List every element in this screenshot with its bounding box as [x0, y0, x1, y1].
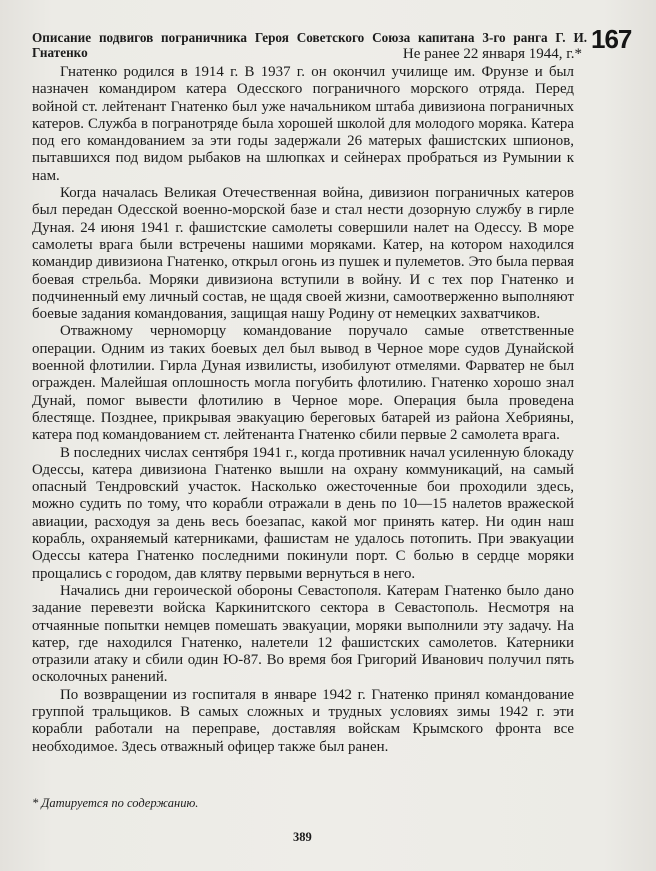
- paragraph: Когда началась Великая Отечественная война, дивизион пограничных катеров был передан Одесской военно-морской базе и стал нести дозорную службу в гирле Дуная. 24 июня 1941 г. фашистские самолеты совершили налет на Одессу. В море самолеты врага были встречены нашими моряками. Катер, на котором находился командир дивизиона Гнатенко, открыл огонь из пушек и пулеметов. Это была первая боевая стрельба. Моряки дивизиона вступили в войну. И с тех пор Гнатенко и подчиненный ему личный состав, не щадя своей жизни, самоотверженно выполняют боевые задания командования, защищая нашу Родину от немецких захватчиков.: [32, 185, 574, 323]
- document-date: Не ранее 22 января 1944, г.*: [402, 46, 582, 62]
- paragraph: По возвращении из госпиталя в январе 1942 г. Гнатенко принял командование группой тральщиков. В самых сложных и трудных условиях зимы 1942 г. эти корабли работали на переправе, доставляя войскам Крымского фронта все необходимое. Здесь отважный офицер также был ранен.: [32, 686, 574, 755]
- paragraph: Гнатенко родился в 1914 г. В 1937 г. он окончил училище им. Фрунзе и был назначен командиром катера Одесского пограничного морского отряда. Перед войной ст. лейтенант Гнатенко был уже начальником штаба дивизиона пограничных катеров. Служба в погранотряде была хорошей школой для молодого моряка. Катера под его командованием за эти годы задержали 26 матерых фашистских шпионов, пытавшихся под видом рыбаков на шлюпках и сейнерах пробраться из Румынии к нам.: [32, 64, 574, 184]
- paragraph: В последних числах сентября 1941 г., когда противник начал усиленную блокаду Одессы, катера дивизиона Гнатенко вышли на охрану коммуникаций, на самый опасный Тендровский участок. Насколько ожесточенные бои проходили здесь, можно судить по тому, что корабли отражали в день по 10—15 налетов вражеской авиации, расходуя за день весь боезапас, какой мог принять катер. Ни один наш корабль, охраняемый катерниками, фашистам не удалось потопить. При эвакуации Одессы катера Гнатенко последними покинули порт. С болью в сердце моряки прощались с городом, дав клятву первыми вернуться в него.: [32, 444, 574, 582]
- paragraph: Начались дни героической обороны Севастополя. Катерам Гнатенко было дано задание перевезти войска Каркинитского сектора в Севастополь. Несмотря на отчаянные попытки немцев помешать эвакуации, моряки выполнили эту задачу. На катер, где находился Гнатенко, налетели 12 фашистских самолетов. Катерники отразили атаку и сбили один Ю-87. Во время боя Григорий Иванович получил пять осколочных ранений.: [32, 582, 574, 686]
- footnote: * Датируется по содержанию.: [32, 796, 199, 810]
- paragraph: Отважному черноморцу командование поручало самые ответственные операции. Одним из таких боевых дел был вывод в Черное море судов Дунайской военной флотилии. Гирла Дуная извилисты, изобилуют отмелями. Фарватер не был огражден. Малейшая оплошность могла погубить флотилию. Гнатенко хорошо знал Дунай, помог вывести флотилию в Черное море. Операция была проведена блестяще. Позднее, прикрывая эвакуацию береговых батарей из района Хебрияны, катера под командованием ст. лейтенанта Гнатенко сбили первые 2 самолета врага.: [32, 323, 574, 444]
- document-title: Описание подвигов пограничника Героя Советского Союза капитана 3-го ранга Г. И. Гнатенко: [32, 30, 587, 60]
- page-number: 389: [293, 830, 312, 844]
- document-number: 167: [591, 24, 632, 54]
- document-body: [32, 64, 574, 756]
